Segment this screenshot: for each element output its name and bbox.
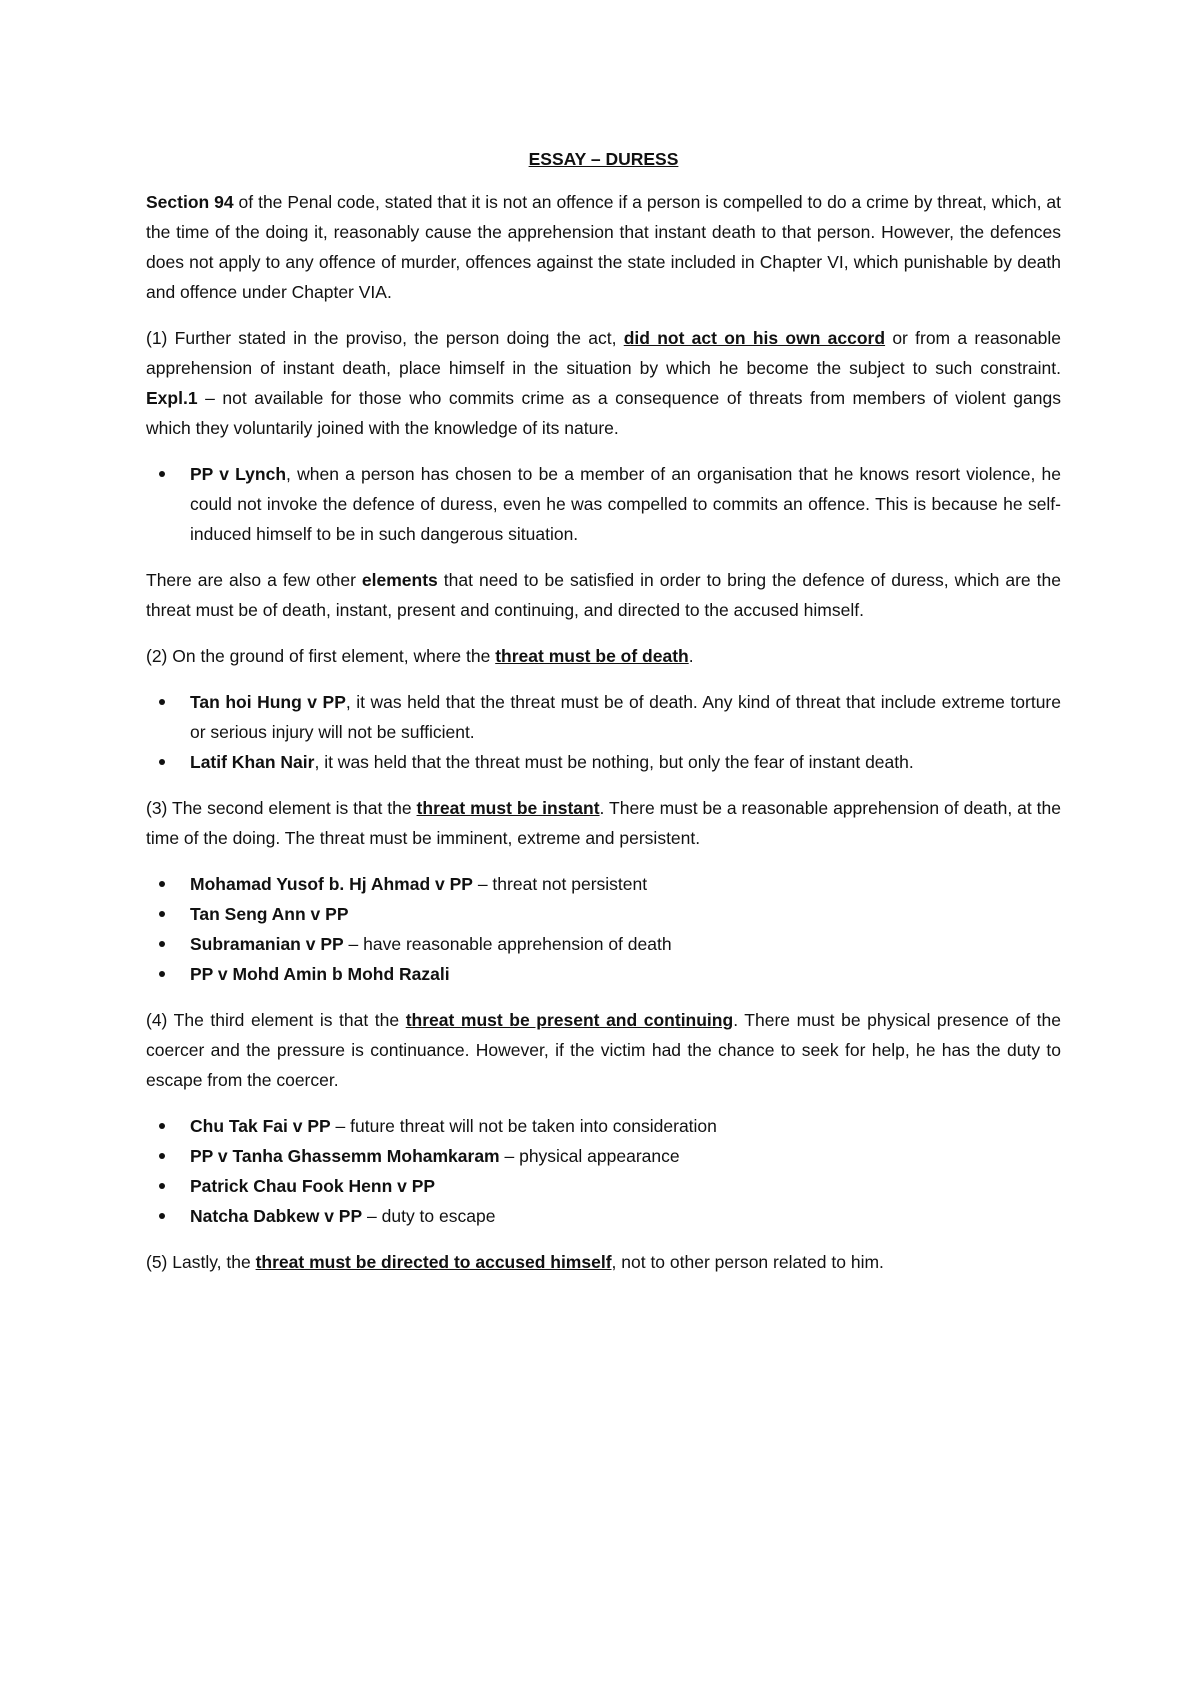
case-name: Patrick Chau Fook Henn v PP	[190, 1176, 436, 1196]
key-phrase: threat must be of death	[495, 646, 689, 666]
bullet-icon	[159, 699, 165, 705]
case-note: – future threat will not be taken into consideration	[330, 1116, 717, 1136]
list-item	[146, 1141, 1061, 1171]
list-item	[146, 687, 1061, 747]
case-list-4	[146, 1111, 1061, 1231]
paragraph-proviso	[146, 323, 1061, 443]
list-item	[146, 869, 1061, 899]
case-name: Tan Seng Ann v PP	[190, 904, 349, 924]
list-item	[146, 1111, 1061, 1141]
case-list-3	[146, 869, 1061, 989]
bullet-icon	[159, 941, 165, 947]
section-reference: Section 94	[146, 192, 234, 212]
paragraph-text: The third element is that the	[167, 1010, 406, 1030]
explanation-label: Expl.1	[146, 388, 198, 408]
bullet-icon	[159, 1183, 165, 1189]
paragraph-text: or from a reasonable apprehension of instant death, place himself in the situation by which he become the subject to such constraint.	[146, 328, 1061, 378]
case-note: , it was held that the threat must be nothing, but only the fear of instant death.	[314, 752, 914, 772]
case-list-1	[146, 459, 1061, 549]
bullet-icon	[159, 1123, 165, 1129]
paragraph-number: (3)	[146, 798, 168, 818]
case-note: , when a person has chosen to be a member of an organisation that he knows resort violence, he could not invoke the defence of duress, even he was compelled to commits an offence. This is because he self-induced himself to be in such dangerous situation.	[190, 464, 1061, 544]
paragraph-number: (2)	[146, 646, 168, 666]
paragraph-number: (1)	[146, 328, 168, 348]
key-phrase: threat must be directed to accused himself	[255, 1252, 612, 1272]
list-item	[146, 899, 1061, 929]
case-name: PP v Mohd Amin b Mohd Razali	[190, 964, 450, 984]
key-phrase: threat must be instant	[416, 798, 600, 818]
list-item	[146, 747, 1061, 777]
paragraph-text: , not to other person related to him.	[611, 1252, 884, 1272]
list-item	[146, 1201, 1061, 1231]
case-name: Chu Tak Fai v PP	[190, 1116, 331, 1136]
key-word: elements	[361, 570, 438, 590]
case-name: Subramanian v PP	[190, 934, 344, 954]
paragraph-elements	[146, 565, 1061, 625]
paragraph-number: (4)	[146, 1010, 168, 1030]
paragraph-number: (5)	[146, 1252, 168, 1272]
bullet-icon	[159, 911, 165, 917]
case-name: PP v Tanha Ghassemm Mohamkaram	[190, 1146, 500, 1166]
list-item	[146, 929, 1061, 959]
paragraph-text: . There must be physical presence of the coercer and the pressure is continuance. However, if the victim had the chance to seek for help, he has the duty to escape from the coercer.	[146, 1010, 1061, 1090]
case-name: Tan hoi Hung v PP	[190, 692, 346, 712]
bullet-icon	[159, 471, 165, 477]
essay-title: ESSAY – DURESS	[528, 149, 679, 169]
paragraph-text: of the Penal code, stated that it is not an offence if a person is compelled to do a crime by threat, which, at the time of the doing it, reasonably cause the apprehension that instant death to that person. However, the defences does not apply to any offence of murder, offences against the state included in Chapter VI, which punishable by death and offence under Chapter VIA.	[146, 192, 1061, 302]
case-note: – duty to escape	[362, 1206, 496, 1226]
paragraph-fourth-element	[146, 1247, 1061, 1277]
paragraph-second-element	[146, 793, 1061, 853]
paragraph-text: Lastly, the	[167, 1252, 256, 1272]
paragraph-text: The second element is that the	[167, 798, 417, 818]
case-list-2	[146, 687, 1061, 777]
case-name: Mohamad Yusof b. Hj Ahmad v PP	[190, 874, 473, 894]
paragraph-text: .	[688, 646, 694, 666]
case-note: – threat not persistent	[472, 874, 648, 894]
key-phrase: threat must be present and continuing	[405, 1010, 734, 1030]
list-item	[146, 459, 1061, 549]
paragraph-text: There are also a few other	[146, 570, 362, 590]
list-item	[146, 959, 1061, 989]
key-phrase: did not act on his own accord	[623, 328, 886, 348]
paragraph-section-94	[146, 187, 1061, 307]
bullet-icon	[159, 1213, 165, 1219]
case-note: – physical appearance	[499, 1146, 680, 1166]
list-item	[146, 1171, 1061, 1201]
paragraph-text: that need to be satisfied in order to bring the defence of duress, which are the threat must be of death, instant, present and continuing, and directed to the accused himself.	[146, 570, 1061, 620]
paragraph-first-element	[146, 641, 1061, 671]
paragraph-third-element	[146, 1005, 1061, 1095]
paragraph-text: On the ground of first element, where the	[167, 646, 496, 666]
case-note: , it was held that the threat must be of death. Any kind of threat that include extreme torture or serious injury will not be sufficient.	[190, 692, 1061, 742]
paragraph-text: – not available for those who commits crime as a consequence of threats from members of violent gangs which they voluntarily joined with the knowledge of its nature.	[146, 388, 1061, 438]
paragraph-text: Further stated in the proviso, the person doing the act,	[167, 328, 624, 348]
case-name: PP v Lynch	[190, 464, 287, 484]
bullet-icon	[159, 881, 165, 887]
bullet-icon	[159, 759, 165, 765]
paragraph-text: . There must be a reasonable apprehension of death, at the time of the doing. The threat must be imminent, extreme and persistent.	[146, 798, 1061, 848]
bullet-icon	[159, 971, 165, 977]
case-note: – have reasonable apprehension of death	[343, 934, 672, 954]
document-body	[146, 144, 1061, 1293]
bullet-icon	[159, 1153, 165, 1159]
case-name: Latif Khan Nair	[190, 752, 315, 772]
case-name: Natcha Dabkew v PP	[190, 1206, 363, 1226]
